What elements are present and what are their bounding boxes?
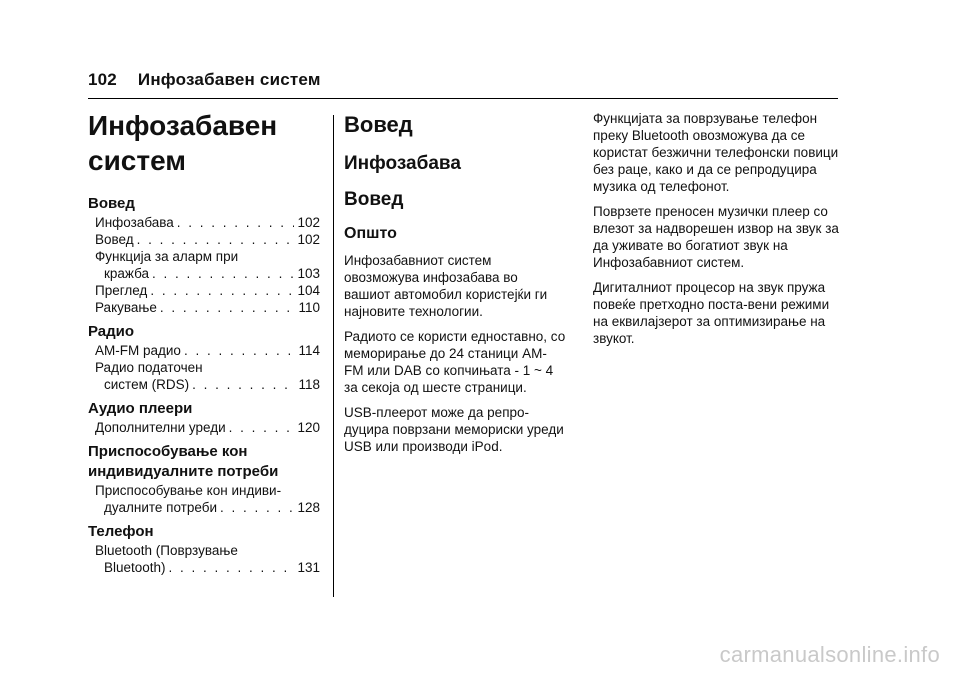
- toc-entry-pre: Bluetooth (Поврзување: [95, 543, 238, 558]
- body-paragraph: Радиото се користи едноставно, со меморирање до 24 станици AM-FM или DAB со копчињата - 1 ~ 4 за секоја од шесте страници.: [344, 329, 566, 395]
- body-paragraph: Дигиталниот процесор на звук пружа повеќе претходно поста-вени режими на еквилајзерот за оптимизирање на звукот.: [593, 280, 830, 346]
- toc-entry[interactable]: [88, 376, 320, 393]
- toc-heading: Приспособување кон индивидуалните потреби: [88, 443, 279, 480]
- toc-entry[interactable]: [88, 499, 320, 516]
- toc-heading: Радио: [88, 323, 135, 340]
- toc-leader: [160, 299, 296, 316]
- toc-leader: [169, 559, 295, 576]
- body-paragraph: USB-плеерот може да репро-дуцира поврзани мемориски уреди USB или производи iPod.: [344, 405, 564, 454]
- toc-column: [88, 108, 320, 582]
- toc-heading: Вовед: [88, 195, 135, 212]
- toc-leader: [177, 214, 295, 231]
- toc-entry-text: AM-FM радио: [95, 343, 181, 358]
- toc-entry-text: кражба: [104, 266, 150, 281]
- subsection-heading: Вовед: [344, 189, 404, 210]
- toc-entry[interactable]: [88, 299, 320, 316]
- toc-section-personalisation: [88, 442, 320, 516]
- toc-heading: Аудио плеери: [88, 400, 193, 417]
- toc-section-intro: [88, 194, 320, 316]
- toc-leader: [192, 376, 295, 393]
- chapter-title: [88, 108, 320, 178]
- toc-section-radio: [88, 322, 320, 393]
- section-heading: Вовед: [344, 112, 413, 137]
- toc-leader: [184, 342, 296, 359]
- toc-entry-page: 110: [298, 300, 320, 315]
- toc-entry[interactable]: [88, 282, 320, 299]
- toc-entry-page: 102: [297, 215, 320, 230]
- header-rule: [88, 98, 838, 99]
- toc-heading: Телефон: [88, 523, 154, 540]
- toc-entry-page: 120: [297, 420, 320, 435]
- toc-entry-page: 103: [297, 266, 320, 281]
- topic-heading: Општо: [344, 225, 397, 242]
- chapter-title-line1: Инфозабавен: [88, 110, 278, 141]
- body-paragraph: Инфозабавниот систем овозможува инфозабава во вашиот автомобил користејќи ги најновите технологии.: [344, 253, 548, 319]
- toc-entry-text: Ракување: [95, 300, 157, 315]
- toc-leader: [137, 231, 295, 248]
- toc-entry[interactable]: [88, 559, 320, 576]
- toc-leader: [220, 499, 294, 516]
- toc-entry-pre: Радио податочен: [95, 360, 203, 375]
- header-title: Инфозабавен систем: [137, 70, 321, 89]
- toc-entry[interactable]: [88, 214, 320, 231]
- body-paragraph: Функцијата за поврзување телефон преку Bluetooth овозможува да се користат безжични телефонски повици без раце, како и да се репродуцира музика од телефонот.: [593, 111, 839, 194]
- toc-entry-text: Дополнителни уреди: [95, 420, 226, 435]
- watermark: carmanualsonline.info: [719, 642, 940, 667]
- toc-entry-text: Вовед: [95, 232, 134, 247]
- toc-entry-text: Bluetooth): [104, 560, 166, 575]
- toc-entry-page: 104: [297, 283, 320, 298]
- toc-leader: [229, 419, 295, 436]
- intro-column: [344, 112, 566, 463]
- toc-entry[interactable]: [88, 231, 320, 248]
- body-paragraph: Поврзете преносен музички плеер со влезот за надворешен извор на звук за да уживате во богатиот звук на Инфозабавниот систем.: [593, 204, 839, 270]
- toc-entry-page: 131: [297, 560, 320, 575]
- column-divider: [333, 115, 334, 597]
- subsection-heading: Инфозабава: [344, 153, 461, 174]
- page-number: 102: [88, 70, 117, 89]
- page-header: [88, 70, 321, 90]
- toc-section-audio: [88, 399, 320, 436]
- chapter-title-line2: систем: [88, 145, 186, 176]
- toc-entry-page: 114: [298, 343, 320, 358]
- toc-leader: [150, 282, 294, 299]
- toc-entry-page: 118: [298, 377, 320, 392]
- toc-entry-page: 128: [297, 500, 320, 515]
- toc-section-phone: [88, 522, 320, 576]
- toc-entry-page: 102: [297, 232, 320, 247]
- toc-entry[interactable]: [88, 419, 320, 436]
- toc-entry-pre: Функција за аларм при: [95, 249, 239, 264]
- body-column: [593, 110, 843, 355]
- toc-entry-text: Преглед: [95, 283, 148, 298]
- toc-entry-text: Инфозабава: [95, 215, 174, 230]
- toc-entry[interactable]: [88, 342, 320, 359]
- toc-leader: [152, 265, 294, 282]
- toc-entry-pre: Приспособување кон индиви-: [95, 483, 282, 498]
- toc-entry-text: дуалните потреби: [104, 500, 217, 515]
- toc-entry-text: систем (RDS): [104, 377, 190, 392]
- toc-entry[interactable]: [88, 265, 320, 282]
